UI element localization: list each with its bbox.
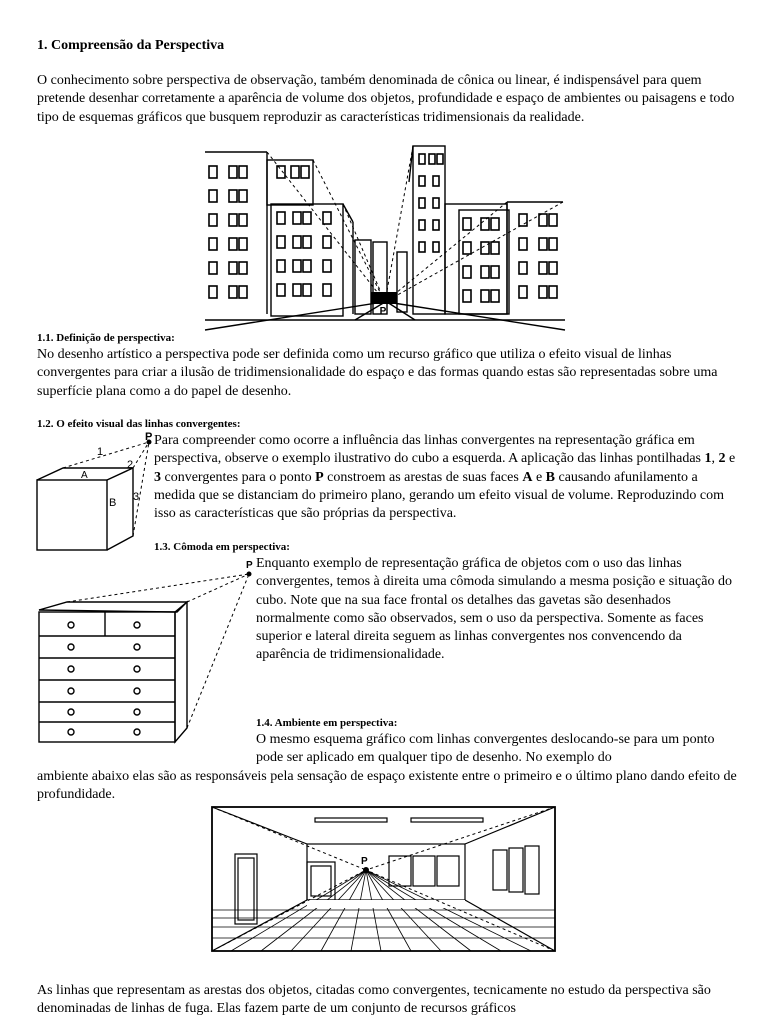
- s12-text-a: Para compreender como ocorre a influência das linhas convergentes na representação gráfica em perspectiva, observe o exemplo ilustrativo do cubo a esquerda. A aplicação das linhas pontilhadas: [154, 433, 705, 467]
- s12-line-2: 2: [718, 451, 726, 467]
- section-title: 1. Compreensão da Perspectiva: [37, 38, 225, 53]
- s12-point-p: P: [315, 469, 324, 485]
- section-1-1-text: No desenho artístico a perspectiva pode ser definida como um recurso gráfico que utiliza o efeito visual de linhas convergentes para criar a ilusão de tridimensionalidade do espaço e das formas quando estas são representadas sobre uma superfície plana como a do papel de desenho.: [37, 347, 718, 399]
- s12-line-1: 1: [704, 451, 712, 467]
- section-1-1-heading: 1.1. Definição de perspectiva:: [37, 332, 175, 344]
- cube-line-3-label: 3: [133, 491, 140, 503]
- s12-line-3: 3: [154, 469, 161, 485]
- cube-vp-label: P: [145, 431, 153, 443]
- s12-sep-1: ,: [711, 451, 719, 467]
- section-1-4-heading: 1.4. Ambiente em perspectiva:: [256, 717, 398, 729]
- s12-sep-3: e: [532, 469, 546, 485]
- dresser-figure: [37, 558, 257, 748]
- section-1-3-text: Enquanto exemplo de representação gráfica de objetos com o uso das linhas convergentes, temos à direita uma cômoda simulando a mesma posição e situação do cubo. Note que na sua face frontal os detalhes das gavetas são desenhados normalmente como são observados, sem o uso da perspectiva. Somente as faces superior e lateral direita seguem as linhas convergentes nos convencendo da aparência de tridimensionalidade.: [256, 556, 732, 663]
- dresser-vp-label: P: [246, 560, 253, 571]
- s12-face-b: B: [545, 469, 555, 485]
- s12-text-c: constroem as arestas de suas faces: [323, 469, 523, 485]
- section-1-3-heading: 1.3. Cômoda em perspectiva:: [154, 541, 290, 553]
- s12-text-d: causando afunilamento a medida que se distanciam do primeiro plano, gerando um efeito visual de volume. Reproduzindo com isso as características que são próprias da perspectiva.: [154, 469, 724, 522]
- cube-line-1-label: 1: [97, 446, 104, 458]
- street-perspective-figure: [205, 142, 565, 330]
- section-1-4-text-b: ambiente abaixo elas são as responsáveis pela sensação de espaço existente entre o primeiro e o último plano dando efeito de profundidade.: [37, 769, 737, 803]
- s12-face-a: A: [522, 469, 533, 485]
- section-1-2-heading: 1.2. O efeito visual das linhas convergentes:: [37, 418, 241, 430]
- cube-line-2-label: 2: [127, 459, 134, 471]
- cube-figure: [37, 430, 157, 552]
- s12-text-b: convergentes para o ponto: [161, 469, 316, 485]
- street-vanishing-point-label: P: [379, 306, 387, 317]
- intro-paragraph: O conhecimento sobre perspectiva de observação, também denominada de cônica ou linear, é indispensável para quem pretende desenhar corretamente a aparência de volume dos objetos, profundidade e espaço de ambientes ou paisagens e todo tipo de esquemas gráficos que busquem reproduzir as características tridimensionais da realidade.: [37, 73, 735, 125]
- section-1-1: [37, 330, 737, 401]
- cube-face-b-label: B: [109, 497, 117, 509]
- section-1-2-text: [154, 432, 738, 523]
- section-1-4-text-a: O mesmo esquema gráfico com linhas convergentes deslocando-se para um ponto pode ser aplicado em qualquer tipo de desenho. No exemplo do: [256, 732, 715, 766]
- cube-face-a-label: A: [81, 470, 88, 481]
- s12-sep-2: e: [725, 451, 736, 467]
- room-vp-label: P: [361, 856, 368, 867]
- closing-paragraph: As linhas que representam as arestas dos objetos, citadas como convergentes, tecnicamente no estudo da perspectiva são denominadas de linhas de fuga. Elas fazem parte de um conjunto de recursos gráficos: [37, 983, 711, 1017]
- room-perspective-figure: [211, 806, 556, 952]
